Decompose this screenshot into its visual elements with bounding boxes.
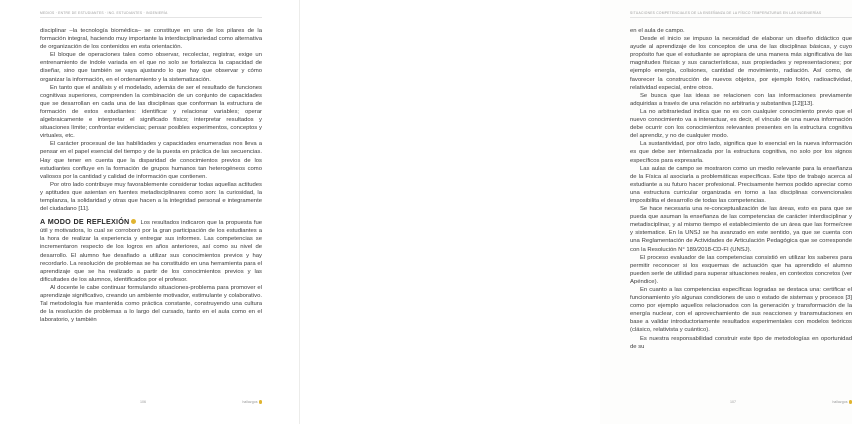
- right-page-body: [630, 27, 852, 351]
- paragraph: Al docente le cabe continuar formulando situaciones-problema para promover el aprendizaje significativo, creando un ambiente motivador, estimulante y colaborativo. Tal metodología fue mantenida como práctica constante, construyendo una cultura de la resolución de problemas a lo largo del cursado, tanto en el aula como en el laboratorio, y también: [40, 284, 262, 324]
- left-page-body: [40, 27, 262, 324]
- right-page: [300, 0, 852, 424]
- paragraph: La no arbitrariedad indica que no es con cualquier conocimiento previo que el nuevo conocimiento va a interactuar, es decir, el vínculo de una nueva información debe ocurrir con los conocimientos relevantes presentes en la estructura cognitiva del aprendiz, y no de cualquier modo.: [630, 108, 852, 140]
- paragraph: Desde el inicio se impuso la necesidad de elaborar un diseño didáctico que ayude al aprendizaje de los conceptos de una de las disciplinas básicas, y cuyo propósito fue que el estudiante se apropiara de una manera más significativa de las magnitudes físicas y sus características, sus propiedades y representaciones; por ejemplo energía, colisiones, cantidad de movimiento, radiación. Así como, de favorecer la construcción de nuevos objetos, por ejemplo fotón, radioactividad, relatividad especial, entre otros.: [630, 36, 852, 91]
- paragraph: El proceso evaluador de las competencias consistió en utilizar los saberes para permitir reconocer si los esquemas de actuación que ha aprendido el alumno pueden serle de utilidad para superar situaciones reales, en contextos concretos (ver Apéndice).: [630, 254, 852, 285]
- paragraph: Es nuestra responsabilidad construir este tipo de metodologías en oportunidad de su: [630, 335, 852, 350]
- paragraph: En tanto que el análisis y el modelado, además de ser el resultado de funciones cognitivas superiores, comprenden la combinación de un conjunto de capacidades que se desarrollan en cada una de las disciplinas que conforman la estructura de formación de estos estudiantes: identificar y relacionar variables; operar algebraicamente e interpretar el significado físico; interpretar resultados y situaciones límite; confrontar evidencias; pensar posibles experimentos, conceptos y virtuales, etc.: [40, 84, 262, 140]
- journal-brand: [832, 400, 852, 404]
- running-head-right: SITUACIONES COMPETENCIALES DE LA ENSEÑANZA DE LA FÍSICO TEMPERATURAS EN LAS INGENIERÍAS: [630, 11, 822, 15]
- page-number: 106: [140, 400, 146, 404]
- paragraph: La sustantividad, por otro lado, significa que lo esencial en la nueva información es que debe ser internalizada por la estructura cognitiva, no solo por los signos específicos para expresarla.: [630, 141, 852, 164]
- paragraph: Las aulas de campo se mostraron como un medio relevante para la enseñanza de la Física al asociarla a problemáticas específicas. Este tipo de trabajo acerca al estudiante a su futuro hacer profesional. Precisamente hemos podido apreciar como una estructura curricular organizada en torno a las disciplinas convencionales imposibilita el desarrollo de todas las competencias.: [630, 165, 852, 204]
- paragraph: Por otro lado contribuye muy favorablemente considerar todas aquellas actitudes y aptitudes que asientan en fuentes metadisciplinares como son: la curiosidad, la templanza, la solidaridad y otras que hacen a la integridad personal e integramente del ciudadano [11].: [40, 181, 262, 213]
- paragraph: El carácter procesual de las habilidades y capacidades enumeradas nos lleva a pensar en el papel esencial del tiempo y de la puesta en práctica de las secuencias. Hay que tener en cuenta que la disparidad de conocimientos previos de los estudiantes confluye en la formación de grupos humanos tan heterogéneos como valiosos por la cantidad y calidad de información que contienen.: [40, 141, 262, 180]
- section-lead-paragraph: [40, 218, 262, 284]
- paragraph: en el aula de campo.: [630, 28, 685, 34]
- brand-dot-icon: [849, 400, 852, 404]
- left-page: [0, 0, 300, 424]
- brand-dot-icon: [259, 400, 263, 404]
- running-head-left: MEDIOS · ENTRE DE ESTUDIANTES · ING. ESTUDIANTES · INGENIERÍA: [40, 11, 168, 15]
- journal-name: hallazgos: [242, 400, 258, 404]
- section-lead-text: Los resultados indicaron que la propuesta fue útil y motivadora, lo cual se corroboró por la gran participación de los estudiantes a la hora de realizar la experiencia y entregar sus informes. Las competencias se incrementaron respecto de los logros en años anteriores, así como su nivel de desarrollo. El alumno fue desafiado a utilizar sus conocimientos previos y hay recordarlo. La resolución de problemas se ha constituido en una herramienta para el aprendizaje que se ha realizado a partir de los conocimientos previos y las dificultades de los alumnos, identificados por el profesor.: [40, 220, 263, 283]
- paragraph: El bloque de operaciones tales como observar, recolectar, registrar, exige un entrenamiento de índole variada en el que no solo se fortalezca la capacidad de diseñar, sino que también se vaya ajustando lo que hay que observar y cómo organizar la información, en el ordenamiento y la sistematización.: [40, 52, 262, 83]
- header-rule-right: [630, 17, 852, 18]
- header-rule-left: [40, 17, 262, 18]
- bullet-dot-icon: [131, 219, 136, 224]
- paragraph: Se hace necesaria una re-conceptualización de las áreas, esto es para que se pueda que asuman la enseñanza de las competencias de carácter interdisciplinar y metadisciplinar, y al mismo tiempo el establecimiento de un área que las forme/cree y sistematice. En la UNSJ se ha avanzado en este sentido, ya que se cuenta con una Reglamentación de Actividades de Articulación Pedagógica que se corresponde con la Resolución N° 189/2018-CD-FI (UNSJ).: [630, 206, 852, 253]
- paragraph: disciplinar –la tecnología biomédica– se constituye en uno de los pilares de la formación integral, haciendo muy importante la interdisciplinariedad como alternativa de organización de los contenidos en esta orientación.: [40, 28, 262, 51]
- page-number: 107: [730, 400, 736, 404]
- section-heading: A MODO DE REFLEXIÓN: [40, 217, 130, 227]
- journal-brand: [242, 400, 262, 404]
- paragraph: En cuanto a las competencias específicas logradas se destaca una: certificar el funcionamiento y/o algunas condiciones de uso o estado de sistemas y procesos [3] como por ejemplo aquellos relacionados con la generación y transformación de la energía nuclear, con el aprovechamiento de sus reacciones y transmutaciones en base a validar introductoriamente resultados experimentales con modelos teóricos (clásico, relativista y cuántico).: [630, 287, 852, 334]
- paragraph: Se busca que las ideas se relacionen con las informaciones previamente adquiridas a través de una relación no arbitraria y substantiva [12][13].: [630, 92, 852, 107]
- journal-name: hallazgos: [832, 400, 848, 404]
